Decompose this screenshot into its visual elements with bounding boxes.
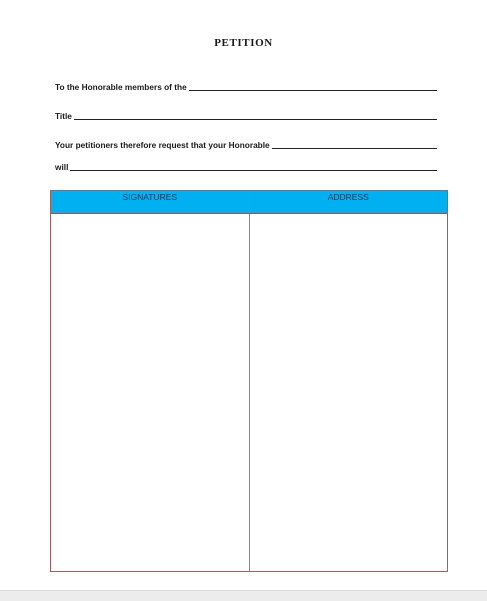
signatures-column-cell[interactable] xyxy=(51,214,249,571)
will-label: will xyxy=(55,162,69,172)
will-field xyxy=(55,162,437,172)
title-field xyxy=(55,111,437,121)
address-column-cell[interactable] xyxy=(249,214,448,571)
recipient-label: To the Honorable members of the xyxy=(55,82,187,92)
document-title: PETITION xyxy=(214,37,273,49)
table-header-row xyxy=(51,191,447,214)
window-bottom-strip xyxy=(0,590,487,601)
recipient-blank-line[interactable] xyxy=(189,82,437,91)
table-body-row xyxy=(51,214,447,571)
request-blank-line[interactable] xyxy=(272,140,437,149)
will-blank-line[interactable] xyxy=(70,162,437,171)
title-label: Title xyxy=(55,111,72,121)
address-column-header: ADDRESS xyxy=(249,191,448,213)
signatures-column-header: SIGNATURES xyxy=(122,192,178,202)
request-field xyxy=(55,140,437,150)
title-blank-line[interactable] xyxy=(74,111,437,120)
signature-table xyxy=(50,190,448,572)
recipient-field xyxy=(55,82,437,92)
request-label: Your petitioners therefore request that your Honorable xyxy=(55,140,270,150)
